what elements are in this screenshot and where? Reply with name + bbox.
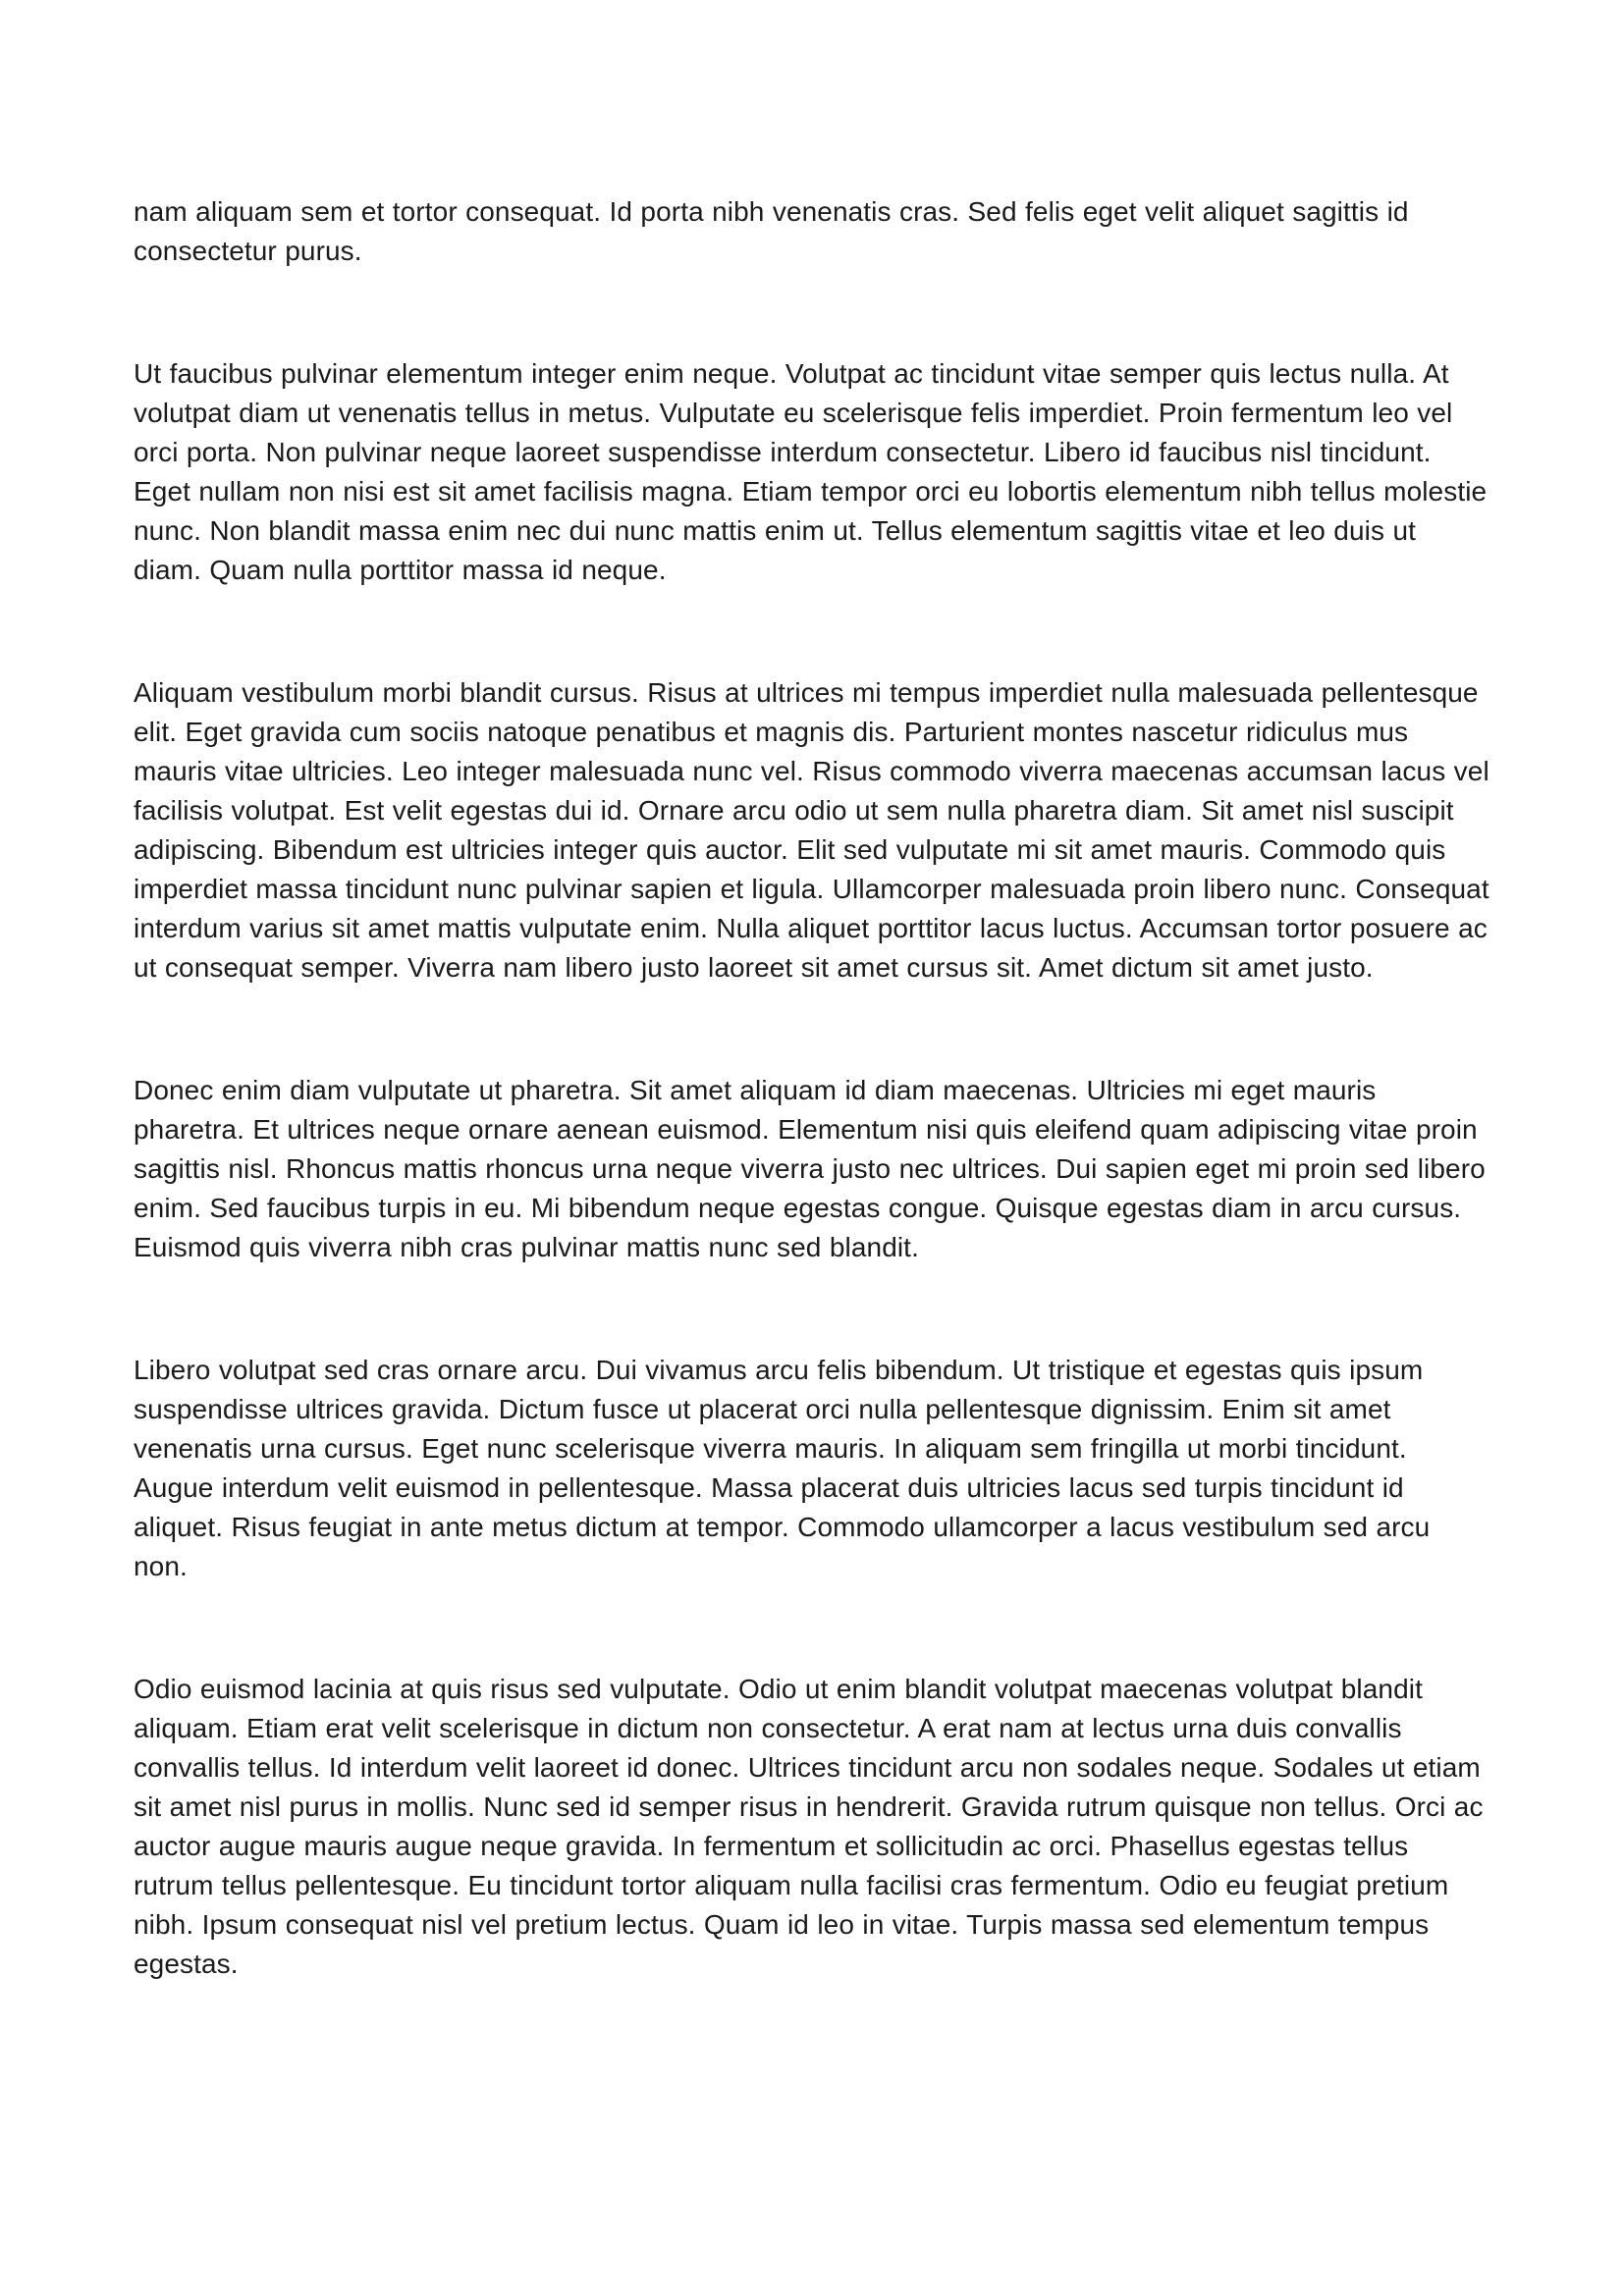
paragraph-1: nam aliquam sem et tortor consequat. Id porta nibh venenatis cras. Sed felis eget velit aliquet sagittis id consectetur purus. bbox=[134, 196, 1409, 266]
paragraph-4: Donec enim diam vulputate ut pharetra. Sit amet aliquam id diam maecenas. Ultricies mi eget mauris pharetra. Et ultrices neque ornare aenean euismod. Elementum nisi quis eleifend quam adipiscing vitae proin sagittis nisl. Rhoncus mattis rhoncus urna neque viverra justo nec ultrices. Dui sapien eget mi proin sed libero enim. Sed faucibus turpis in eu. Mi bibendum neque egestas congue. Quisque egestas diam in arcu cursus. Euismod quis viverra nibh cras pulvinar mattis nunc sed blandit. bbox=[134, 1075, 1486, 1262]
paragraph-2: Ut faucibus pulvinar elementum integer enim neque. Volutpat ac tincidunt vitae semper quis lectus nulla. At volutpat diam ut venenatis tellus in metus. Vulputate eu scelerisque felis imperdiet. Proin fermentum leo vel orci porta. Non pulvinar neque laoreet suspendisse interdum consectetur. Libero id faucibus nisl tincidunt. Eget nullam non nisi est sit amet facilisis magna. Etiam tempor orci eu lobortis elementum nibh tellus molestie nunc. Non blandit massa enim nec dui nunc mattis enim ut. Tellus elementum sagittis vitae et leo duis ut diam. Quam nulla porttitor massa id neque. bbox=[134, 358, 1488, 585]
paragraph-6: Odio euismod lacinia at quis risus sed vulputate. Odio ut enim blandit volutpat maecenas volutpat blandit aliquam. Etiam erat velit scelerisque in dictum non consectetur. A erat nam at lectus urna duis convallis convallis tellus. Id interdum velit laoreet id donec. Ultrices tincidunt arcu non sodales neque. Sodales ut etiam sit amet nisl purus in mollis. Nunc sed id semper risus in hendrerit. Gravida rutrum quisque non tellus. Orci ac auctor augue mauris augue neque gravida. In fermentum et sollicitudin ac orci. Phasellus egestas tellus rutrum tellus pellentesque. Eu tincidunt tortor aliquam nulla facilisi cras fermentum. Odio eu feugiat pretium nibh. Ipsum consequat nisl vel pretium lectus. Quam id leo in vitae. Turpis massa sed elementum tempus egestas. bbox=[134, 1674, 1484, 1979]
paragraph-3: Aliquam vestibulum morbi blandit cursus. Risus at ultrices mi tempus imperdiet nulla malesuada pellentesque elit. Eget gravida cum sociis natoque penatibus et magnis dis. Parturient montes nascetur ridiculus mus mauris vitae ultricies. Leo integer malesuada nunc vel. Risus commodo viverra maecenas accumsan lacus vel facilisis volutpat. Est velit egestas dui id. Ornare arcu odio ut sem nulla pharetra diam. Sit amet nisl suscipit adipiscing. Bibendum est ultricies integer quis auctor. Elit sed vulputate mi sit amet mauris. Commodo quis imperdiet massa tincidunt nunc pulvinar sapien et ligula. Ullamcorper malesuada proin libero nunc. Consequat interdum varius sit amet mattis vulputate enim. Nulla aliquet porttitor lacus luctus. Accumsan tortor posuere ac ut consequat semper. Viverra nam libero justo laoreet sit amet cursus sit. Amet dictum sit amet justo. bbox=[134, 677, 1489, 983]
document-body bbox=[134, 192, 1491, 1984]
paragraph-5: Libero volutpat sed cras ornare arcu. Dui vivamus arcu felis bibendum. Ut tristique et egestas quis ipsum suspendisse ultrices gravida. Dictum fusce ut placerat orci nulla pellentesque dignissim. Enim sit amet venenatis urna cursus. Eget nunc scelerisque viverra mauris. In aliquam sem fringilla ut morbi tincidunt. Augue interdum velit euismod in pellentesque. Massa placerat duis ultricies lacus sed turpis tincidunt id aliquet. Risus feugiat in ante metus dictum at tempor. Commodo ullamcorper a lacus vestibulum sed arcu non. bbox=[134, 1355, 1431, 1581]
